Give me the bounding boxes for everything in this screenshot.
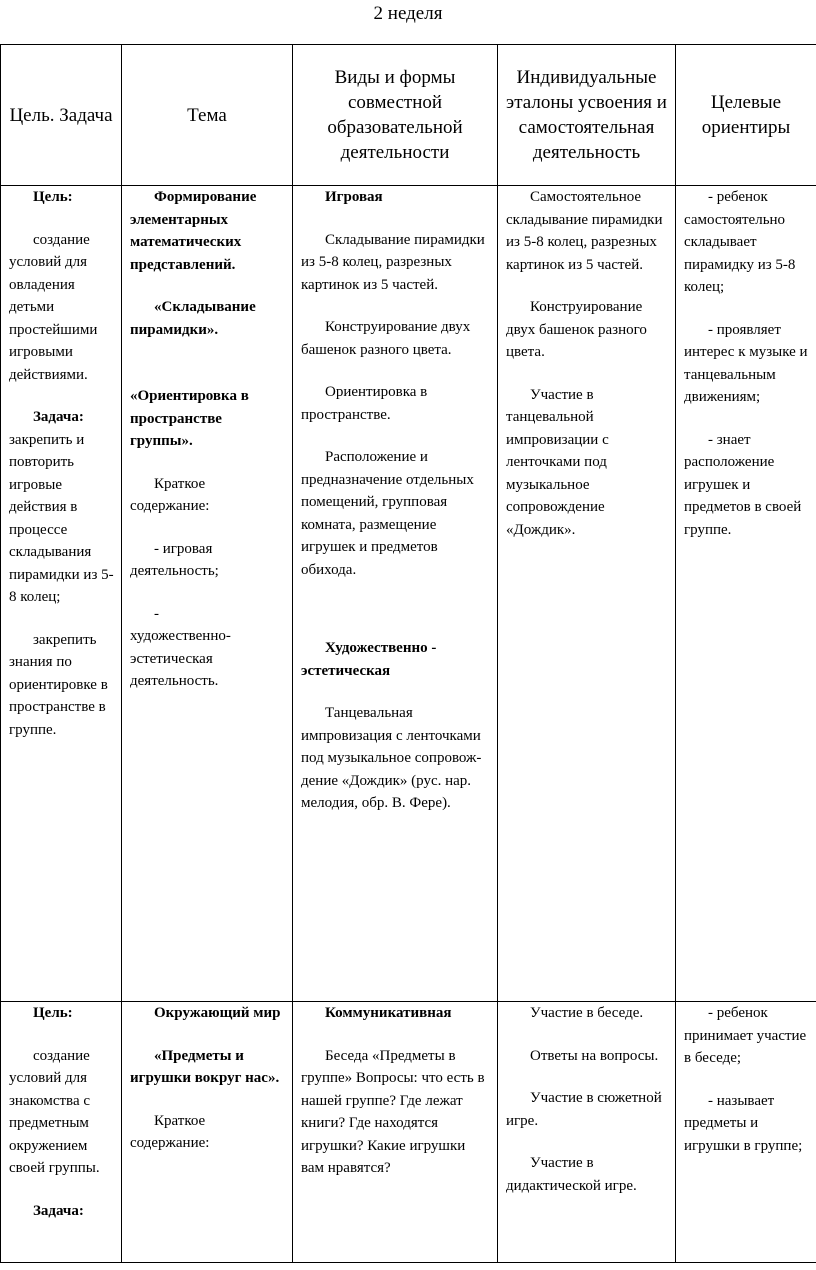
individual-text: Конструирование двух башенок разного цвета. xyxy=(506,299,647,360)
summary-item-dash: - xyxy=(154,605,159,622)
activity-type-label: Коммуникативная xyxy=(325,1005,452,1021)
page-title: 2 неделя xyxy=(373,3,443,24)
topic-title: Окружающий мир xyxy=(154,1005,281,1021)
activity-text: Складывание пирамидки из 5-8 колец, разрезных картинок из 5 частей. xyxy=(301,231,485,293)
individual-text: Участие в дидактической игре. xyxy=(506,1155,637,1194)
cell-goal xyxy=(1,1002,122,1263)
topic-title: Формирование элементарных математических представлений. xyxy=(130,189,257,273)
lesson-plan-table xyxy=(0,44,816,1263)
cell-goal xyxy=(1,186,122,1002)
task-label: Задача: xyxy=(33,409,84,425)
cell-targets xyxy=(676,186,816,1002)
activity-type-label: Игровая xyxy=(325,189,383,205)
goal-text: создание условий для овладения детьми простейшими игровыми действиями. xyxy=(9,231,98,383)
activity-type-label: Художественно - эстетическая xyxy=(301,640,437,679)
task-label: Задача: xyxy=(33,1202,84,1219)
cell-activities xyxy=(293,186,498,1002)
summary-item: художественно-эстетическая деятельность. xyxy=(130,628,231,689)
target-text: - называет предметы и игрушки в группе; xyxy=(684,1092,803,1154)
cell-topic xyxy=(122,186,293,1002)
header-goal: Цель. Задача xyxy=(1,45,122,186)
activity-text: Беседа «Предметы в группе» Вопросы: что есть в нашей группе? Где лежат книги? Где находятся игрушки? Какие игрушки вам нравятся? xyxy=(301,1047,485,1176)
individual-text: Ответы на вопросы. xyxy=(530,1047,659,1064)
activity-text: Ориентировка в пространстве. xyxy=(301,384,428,423)
individual-text: Участие в сюжетной игре. xyxy=(506,1090,662,1129)
summary-label: Краткое содержание: xyxy=(130,1112,210,1151)
table-header-row xyxy=(1,45,816,186)
target-text: - проявляет интерес к музыке и танцевальным движениям; xyxy=(684,321,808,405)
header-topic: Тема xyxy=(122,45,293,186)
activity-text: Танцевальная импровизация с ленточками под музыкальное сопровож-дение «Дождик» (рус. нар. мелодия, обр. В. Фере). xyxy=(301,705,482,811)
goal-label: Цель: xyxy=(33,1005,73,1021)
cell-targets xyxy=(676,1002,816,1263)
task-text: закрепить и повторить игровые действия в процессе складывания пирамидки из 5-8 колец; xyxy=(9,431,114,605)
header-individual: Индивидуальные эталоны усвоения и самостоятельная деятельность xyxy=(498,45,676,186)
table-row xyxy=(1,186,816,1002)
target-text: - ребенок принимает участие в беседе; xyxy=(684,1005,807,1066)
individual-text: Самостоятельное складывание пирамидки из 5-8 колец, разрезных картинок из 5 частей. xyxy=(506,189,663,273)
cell-activities xyxy=(293,1002,498,1263)
task-text: закрепить знания по ориентировке в пространстве в группе. xyxy=(9,631,108,738)
topic-subtitle: «Предметы и игрушки вокруг нас». xyxy=(130,1047,280,1086)
summary-item: - игровая деятельность; xyxy=(130,540,219,579)
cell-individual xyxy=(498,186,676,1002)
goal-label: Цель: xyxy=(33,189,73,205)
individual-text: Участие в танцевальной импровизации с ленточками под музыкальное сопровождение «Дождик». xyxy=(506,386,609,538)
target-text: - знает расположение игрушек и предметов в своей группе. xyxy=(684,431,802,538)
header-activities: Виды и формы совместной образовательной деятельности xyxy=(293,45,498,186)
activity-text: Расположение и предназначение отдельных помещений, групповая комната, размещение игрушек и предметов обихода. xyxy=(301,449,474,578)
individual-text: Участие в беседе. xyxy=(530,1005,644,1021)
topic-subtitle: «Ориентировка в пространстве группы». xyxy=(130,388,249,449)
activity-text: Конструирование двух башенок разного цвета. xyxy=(301,319,471,358)
target-text: - ребенок самостоятельно складывает пирамидку из 5-8 колец; xyxy=(684,189,796,295)
header-targets: Целевые ориентиры xyxy=(676,45,816,186)
cell-individual xyxy=(498,1002,676,1263)
topic-subtitle: «Складывание пирамидки». xyxy=(130,299,256,338)
summary-label: Краткое содержание: xyxy=(130,475,210,514)
goal-text: создание условий для знакомства с предметным окружением своей группы. xyxy=(9,1047,100,1176)
cell-topic xyxy=(122,1002,293,1263)
table-row xyxy=(1,1002,816,1263)
